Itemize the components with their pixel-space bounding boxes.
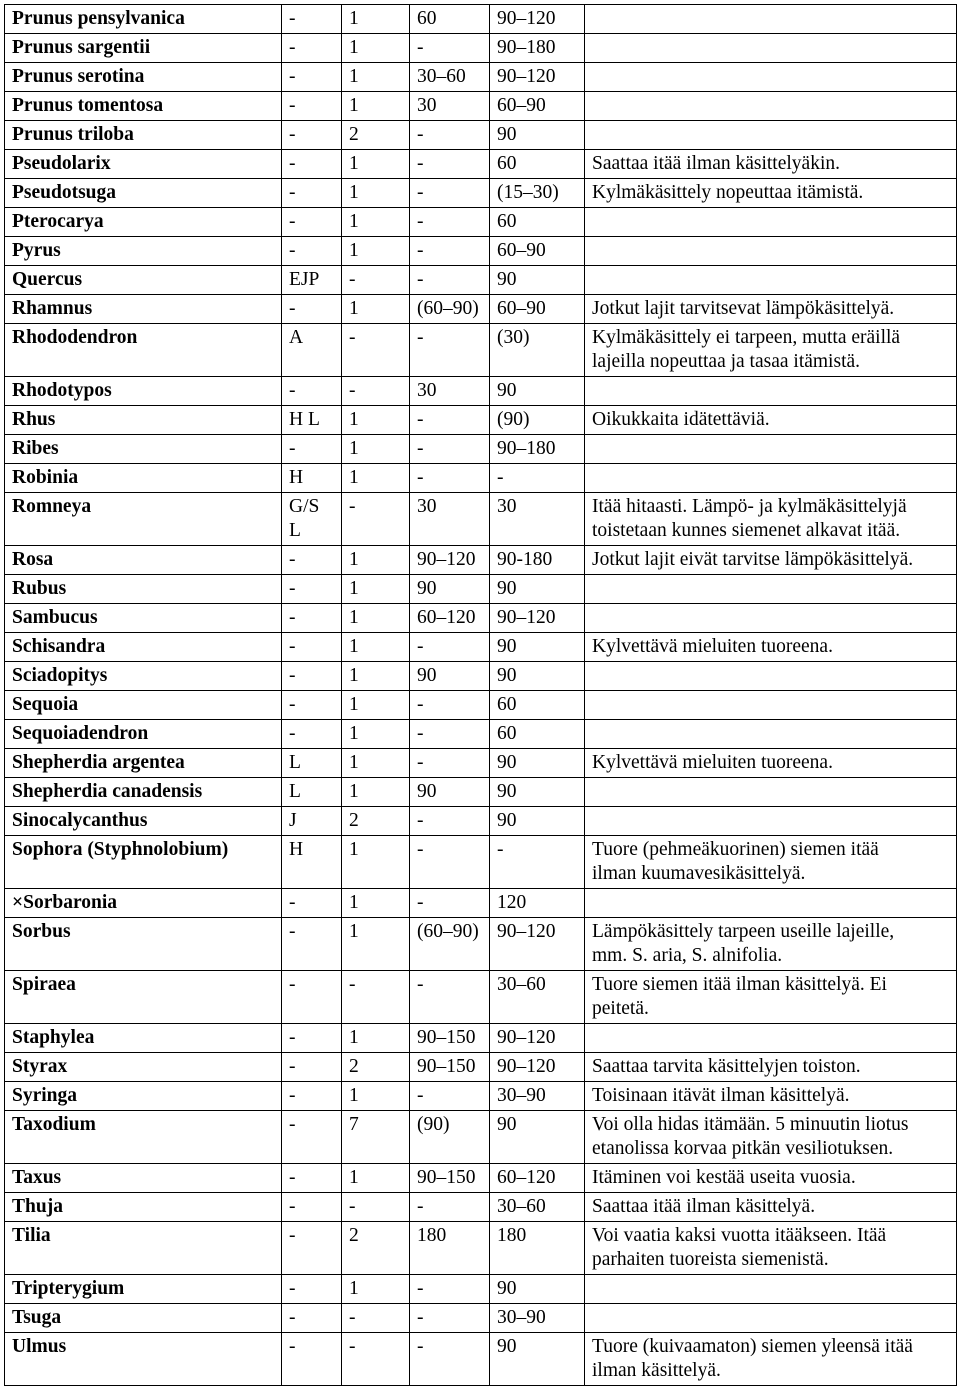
cold-period-cell: 90–120 xyxy=(490,1053,585,1082)
species-name-cell: ×Sorbaronia xyxy=(5,889,282,918)
notes-cell xyxy=(585,266,957,295)
species-name-cell: Ribes xyxy=(5,435,282,464)
species-name-cell: Pterocarya xyxy=(5,208,282,237)
table-row xyxy=(5,406,957,435)
treatment-code-cell: - xyxy=(282,1082,342,1111)
table-row xyxy=(5,1164,957,1193)
cold-period-cell: 60–120 xyxy=(490,1164,585,1193)
treatment-code-cell: - xyxy=(282,121,342,150)
warm-period-cell: - xyxy=(410,324,490,377)
table-row xyxy=(5,464,957,493)
warm-period-cell: - xyxy=(410,237,490,266)
warm-period-cell: - xyxy=(410,435,490,464)
species-name-cell: Sophora (Styphnolobium) xyxy=(5,836,282,889)
method-cell: 1 xyxy=(342,150,410,179)
treatment-code-cell: - xyxy=(282,971,342,1024)
cold-period-cell: - xyxy=(490,464,585,493)
warm-period-cell: - xyxy=(410,150,490,179)
species-name-cell: Spiraea xyxy=(5,971,282,1024)
treatment-code-cell: - xyxy=(282,1111,342,1164)
warm-period-cell: 90–120 xyxy=(410,546,490,575)
treatment-code-cell: - xyxy=(282,208,342,237)
cold-period-cell: (90) xyxy=(490,406,585,435)
table-row xyxy=(5,575,957,604)
method-cell: 1 xyxy=(342,546,410,575)
notes-cell xyxy=(585,778,957,807)
treatment-code-cell: - xyxy=(282,237,342,266)
method-cell: 1 xyxy=(342,691,410,720)
method-cell: - xyxy=(342,1333,410,1386)
warm-period-cell: 30–60 xyxy=(410,63,490,92)
notes-cell xyxy=(585,1024,957,1053)
method-cell: 2 xyxy=(342,807,410,836)
species-name-cell: Prunus triloba xyxy=(5,121,282,150)
notes-cell: Toisinaan itävät ilman käsittelyä. xyxy=(585,1082,957,1111)
method-cell: 1 xyxy=(342,63,410,92)
notes-cell xyxy=(585,662,957,691)
warm-period-cell: 90–150 xyxy=(410,1053,490,1082)
method-cell: 1 xyxy=(342,749,410,778)
table-row xyxy=(5,1222,957,1275)
species-name-cell: Staphylea xyxy=(5,1024,282,1053)
cold-period-cell: 90 xyxy=(490,1333,585,1386)
cold-period-cell: 60 xyxy=(490,691,585,720)
cold-period-cell: 60–90 xyxy=(490,92,585,121)
table-row xyxy=(5,92,957,121)
method-cell: 1 xyxy=(342,575,410,604)
treatment-code-cell: - xyxy=(282,150,342,179)
warm-period-cell: - xyxy=(410,1193,490,1222)
method-cell: 1 xyxy=(342,1164,410,1193)
table-row xyxy=(5,150,957,179)
notes-cell xyxy=(585,121,957,150)
table-body xyxy=(5,5,957,1386)
table-row xyxy=(5,237,957,266)
cold-period-cell: 90–180 xyxy=(490,435,585,464)
species-name-cell: Pseudotsuga xyxy=(5,179,282,208)
cold-period-cell: 90–120 xyxy=(490,5,585,34)
treatment-code-cell: - xyxy=(282,1164,342,1193)
notes-cell xyxy=(585,464,957,493)
table-row xyxy=(5,1304,957,1333)
table-row xyxy=(5,691,957,720)
treatment-code-cell: - xyxy=(282,691,342,720)
warm-period-cell: 90 xyxy=(410,778,490,807)
table-row xyxy=(5,493,957,546)
cold-period-cell: 90–120 xyxy=(490,63,585,92)
warm-period-cell: - xyxy=(410,807,490,836)
warm-period-cell: 90–150 xyxy=(410,1164,490,1193)
warm-period-cell: - xyxy=(410,1275,490,1304)
table-row xyxy=(5,633,957,662)
cold-period-cell: 180 xyxy=(490,1222,585,1275)
table-row xyxy=(5,1193,957,1222)
notes-cell: Kylvettävä mieluiten tuoreena. xyxy=(585,749,957,778)
method-cell: 1 xyxy=(342,1275,410,1304)
notes-cell xyxy=(585,63,957,92)
cold-period-cell: 90 xyxy=(490,121,585,150)
notes-cell xyxy=(585,604,957,633)
notes-cell xyxy=(585,720,957,749)
cold-period-cell: 90 xyxy=(490,633,585,662)
table-row xyxy=(5,266,957,295)
cold-period-cell: 90 xyxy=(490,662,585,691)
warm-period-cell: - xyxy=(410,836,490,889)
method-cell: 1 xyxy=(342,295,410,324)
table-row xyxy=(5,5,957,34)
treatment-code-cell: - xyxy=(282,918,342,971)
notes-cell: Voi vaatia kaksi vuotta itääkseen. Itää parhaiten tuoreista siemenistä. xyxy=(585,1222,957,1275)
treatment-code-cell: - xyxy=(282,295,342,324)
method-cell: - xyxy=(342,324,410,377)
treatment-code-cell: - xyxy=(282,377,342,406)
species-name-cell: Quercus xyxy=(5,266,282,295)
warm-period-cell: - xyxy=(410,208,490,237)
cold-period-cell: 90–120 xyxy=(490,604,585,633)
species-name-cell: Prunus serotina xyxy=(5,63,282,92)
table-row xyxy=(5,208,957,237)
cold-period-cell: 90–180 xyxy=(490,34,585,63)
warm-period-cell: - xyxy=(410,889,490,918)
treatment-code-cell: H xyxy=(282,464,342,493)
table-row xyxy=(5,179,957,208)
notes-cell: Tuore (pehmeäkuorinen) siemen itää ilman kuumavesikäsittelyä. xyxy=(585,836,957,889)
notes-cell xyxy=(585,691,957,720)
warm-period-cell: (60–90) xyxy=(410,295,490,324)
warm-period-cell: 60–120 xyxy=(410,604,490,633)
method-cell: 1 xyxy=(342,1024,410,1053)
cold-period-cell: 120 xyxy=(490,889,585,918)
table-row xyxy=(5,662,957,691)
table-row xyxy=(5,1333,957,1386)
species-name-cell: Sequoiadendron xyxy=(5,720,282,749)
cold-period-cell: 90 xyxy=(490,1111,585,1164)
warm-period-cell: 180 xyxy=(410,1222,490,1275)
method-cell: 1 xyxy=(342,406,410,435)
notes-cell xyxy=(585,34,957,63)
treatment-code-cell: L xyxy=(282,778,342,807)
treatment-code-cell: - xyxy=(282,92,342,121)
species-name-cell: Rhamnus xyxy=(5,295,282,324)
method-cell: 1 xyxy=(342,778,410,807)
method-cell: 1 xyxy=(342,720,410,749)
species-name-cell: Prunus pensylvanica xyxy=(5,5,282,34)
seed-treatment-table xyxy=(4,4,957,1386)
table-row xyxy=(5,749,957,778)
cold-period-cell: 90 xyxy=(490,778,585,807)
species-name-cell: Syringa xyxy=(5,1082,282,1111)
species-name-cell: Ulmus xyxy=(5,1333,282,1386)
method-cell: 1 xyxy=(342,918,410,971)
treatment-code-cell: H L xyxy=(282,406,342,435)
species-name-cell: Rubus xyxy=(5,575,282,604)
warm-period-cell: - xyxy=(410,121,490,150)
method-cell: 1 xyxy=(342,836,410,889)
cold-period-cell: 90 xyxy=(490,377,585,406)
warm-period-cell: - xyxy=(410,720,490,749)
notes-cell: Lämpökäsittely tarpeen useille lajeille, mm. S. aria, S. alnifolia. xyxy=(585,918,957,971)
cold-period-cell: - xyxy=(490,836,585,889)
treatment-code-cell: - xyxy=(282,1222,342,1275)
notes-cell: Saattaa itää ilman käsittelyä. xyxy=(585,1193,957,1222)
notes-cell xyxy=(585,435,957,464)
warm-period-cell: (90) xyxy=(410,1111,490,1164)
warm-period-cell: 90 xyxy=(410,662,490,691)
notes-cell: Itää hitaasti. Lämpö- ja kylmäkäsittelyjä toistetaan kunnes siemenet alkavat itää. xyxy=(585,493,957,546)
warm-period-cell: 90 xyxy=(410,575,490,604)
treatment-code-cell: - xyxy=(282,1304,342,1333)
method-cell: 2 xyxy=(342,121,410,150)
method-cell: - xyxy=(342,971,410,1024)
species-name-cell: Schisandra xyxy=(5,633,282,662)
table-row xyxy=(5,778,957,807)
cold-period-cell: 90–120 xyxy=(490,918,585,971)
notes-cell: Itäminen voi kestää useita vuosia. xyxy=(585,1164,957,1193)
cold-period-cell: 30–90 xyxy=(490,1082,585,1111)
treatment-code-cell: - xyxy=(282,633,342,662)
cold-period-cell: 60 xyxy=(490,208,585,237)
warm-period-cell: - xyxy=(410,179,490,208)
method-cell: 1 xyxy=(342,662,410,691)
cold-period-cell: 60 xyxy=(490,150,585,179)
treatment-code-cell: H xyxy=(282,836,342,889)
table-row xyxy=(5,1053,957,1082)
cold-period-cell: (15–30) xyxy=(490,179,585,208)
notes-cell: Jotkut lajit eivät tarvitse lämpökäsittelyä. xyxy=(585,546,957,575)
warm-period-cell: - xyxy=(410,633,490,662)
species-name-cell: Shepherdia argentea xyxy=(5,749,282,778)
species-name-cell: Rosa xyxy=(5,546,282,575)
treatment-code-cell: - xyxy=(282,179,342,208)
treatment-code-cell: A xyxy=(282,324,342,377)
notes-cell: Voi olla hidas itämään. 5 minuutin liotus etanolissa korvaa pitkän vesiliotuksen. xyxy=(585,1111,957,1164)
warm-period-cell: - xyxy=(410,1304,490,1333)
treatment-code-cell: - xyxy=(282,546,342,575)
species-name-cell: Tripterygium xyxy=(5,1275,282,1304)
notes-cell xyxy=(585,377,957,406)
method-cell: - xyxy=(342,1304,410,1333)
species-name-cell: Prunus sargentii xyxy=(5,34,282,63)
table-row xyxy=(5,1275,957,1304)
cold-period-cell: 30–90 xyxy=(490,1304,585,1333)
warm-period-cell: - xyxy=(410,464,490,493)
method-cell: 2 xyxy=(342,1053,410,1082)
species-name-cell: Robinia xyxy=(5,464,282,493)
treatment-code-cell: - xyxy=(282,604,342,633)
species-name-cell: Tsuga xyxy=(5,1304,282,1333)
treatment-code-cell: G/S L xyxy=(282,493,342,546)
table-row xyxy=(5,1024,957,1053)
method-cell: 1 xyxy=(342,604,410,633)
warm-period-cell: 60 xyxy=(410,5,490,34)
treatment-code-cell: - xyxy=(282,1333,342,1386)
treatment-code-cell: - xyxy=(282,5,342,34)
cold-period-cell: 30–60 xyxy=(490,1193,585,1222)
method-cell: - xyxy=(342,377,410,406)
treatment-code-cell: - xyxy=(282,889,342,918)
species-name-cell: Tilia xyxy=(5,1222,282,1275)
table-row xyxy=(5,295,957,324)
species-name-cell: Sorbus xyxy=(5,918,282,971)
notes-cell: Kylvettävä mieluiten tuoreena. xyxy=(585,633,957,662)
species-name-cell: Sambucus xyxy=(5,604,282,633)
notes-cell xyxy=(585,575,957,604)
table-row xyxy=(5,34,957,63)
table-row xyxy=(5,836,957,889)
cold-period-cell: 60–90 xyxy=(490,237,585,266)
treatment-code-cell: - xyxy=(282,1193,342,1222)
method-cell: 1 xyxy=(342,633,410,662)
notes-cell: Oikukkaita idätettäviä. xyxy=(585,406,957,435)
species-name-cell: Pseudolarix xyxy=(5,150,282,179)
treatment-code-cell: - xyxy=(282,1053,342,1082)
method-cell: 2 xyxy=(342,1222,410,1275)
notes-cell: Tuore siemen itää ilman käsittelyä. Ei peitetä. xyxy=(585,971,957,1024)
notes-cell: Kylmäkäsittely ei tarpeen, mutta eräillä lajeilla nopeuttaa ja tasaa itämistä. xyxy=(585,324,957,377)
notes-cell xyxy=(585,237,957,266)
notes-cell xyxy=(585,208,957,237)
method-cell: 1 xyxy=(342,1082,410,1111)
method-cell: 1 xyxy=(342,435,410,464)
table-row xyxy=(5,377,957,406)
treatment-code-cell: EJP xyxy=(282,266,342,295)
species-name-cell: Taxus xyxy=(5,1164,282,1193)
species-name-cell: Romneya xyxy=(5,493,282,546)
species-name-cell: Shepherdia canadensis xyxy=(5,778,282,807)
warm-period-cell: - xyxy=(410,1082,490,1111)
table-row xyxy=(5,807,957,836)
method-cell: 1 xyxy=(342,179,410,208)
warm-period-cell: - xyxy=(410,406,490,435)
notes-cell xyxy=(585,889,957,918)
method-cell: 1 xyxy=(342,464,410,493)
table-row xyxy=(5,121,957,150)
notes-cell: Saattaa tarvita käsittelyjen toiston. xyxy=(585,1053,957,1082)
treatment-code-cell: - xyxy=(282,662,342,691)
warm-period-cell: - xyxy=(410,691,490,720)
treatment-code-cell: - xyxy=(282,720,342,749)
warm-period-cell: - xyxy=(410,749,490,778)
method-cell: 1 xyxy=(342,208,410,237)
notes-cell xyxy=(585,1304,957,1333)
cold-period-cell: (30) xyxy=(490,324,585,377)
table-row xyxy=(5,971,957,1024)
species-name-cell: Pyrus xyxy=(5,237,282,266)
treatment-code-cell: - xyxy=(282,1275,342,1304)
cold-period-cell: 90–120 xyxy=(490,1024,585,1053)
method-cell: 1 xyxy=(342,92,410,121)
method-cell: - xyxy=(342,1193,410,1222)
cold-period-cell: 90 xyxy=(490,749,585,778)
treatment-code-cell: - xyxy=(282,34,342,63)
table-row xyxy=(5,720,957,749)
warm-period-cell: 30 xyxy=(410,377,490,406)
method-cell: 1 xyxy=(342,5,410,34)
method-cell: 1 xyxy=(342,889,410,918)
treatment-code-cell: - xyxy=(282,1024,342,1053)
cold-period-cell: 30 xyxy=(490,493,585,546)
table-row xyxy=(5,604,957,633)
table-row xyxy=(5,435,957,464)
notes-cell xyxy=(585,92,957,121)
table-row xyxy=(5,546,957,575)
table-row xyxy=(5,1082,957,1111)
species-name-cell: Sequoia xyxy=(5,691,282,720)
method-cell: 1 xyxy=(342,237,410,266)
species-name-cell: Prunus tomentosa xyxy=(5,92,282,121)
cold-period-cell: 90 xyxy=(490,266,585,295)
table-row xyxy=(5,1111,957,1164)
notes-cell xyxy=(585,807,957,836)
notes-cell: Kylmäkäsittely nopeuttaa itämistä. xyxy=(585,179,957,208)
cold-period-cell: 90 xyxy=(490,1275,585,1304)
notes-cell xyxy=(585,5,957,34)
notes-cell xyxy=(585,1275,957,1304)
warm-period-cell: 30 xyxy=(410,493,490,546)
cold-period-cell: 60 xyxy=(490,720,585,749)
species-name-cell: Sciadopitys xyxy=(5,662,282,691)
cold-period-cell: 90 xyxy=(490,575,585,604)
species-name-cell: Rhus xyxy=(5,406,282,435)
species-name-cell: Thuja xyxy=(5,1193,282,1222)
cold-period-cell: 30–60 xyxy=(490,971,585,1024)
warm-period-cell: 30 xyxy=(410,92,490,121)
method-cell: 7 xyxy=(342,1111,410,1164)
treatment-code-cell: J xyxy=(282,807,342,836)
treatment-code-cell: L xyxy=(282,749,342,778)
species-name-cell: Styrax xyxy=(5,1053,282,1082)
notes-cell: Jotkut lajit tarvitsevat lämpökäsittelyä. xyxy=(585,295,957,324)
species-name-cell: Rhodotypos xyxy=(5,377,282,406)
treatment-code-cell: - xyxy=(282,575,342,604)
method-cell: - xyxy=(342,266,410,295)
cold-period-cell: 90-180 xyxy=(490,546,585,575)
notes-cell: Tuore (kuivaamaton) siemen yleensä itää ilman käsittelyä. xyxy=(585,1333,957,1386)
table-row xyxy=(5,918,957,971)
species-name-cell: Rhododendron xyxy=(5,324,282,377)
warm-period-cell: (60–90) xyxy=(410,918,490,971)
cold-period-cell: 90 xyxy=(490,807,585,836)
notes-cell: Saattaa itää ilman käsittelyäkin. xyxy=(585,150,957,179)
table-row xyxy=(5,63,957,92)
table-row xyxy=(5,889,957,918)
treatment-code-cell: - xyxy=(282,63,342,92)
method-cell: - xyxy=(342,493,410,546)
species-name-cell: Taxodium xyxy=(5,1111,282,1164)
warm-period-cell: - xyxy=(410,1333,490,1386)
treatment-code-cell: - xyxy=(282,435,342,464)
species-name-cell: Sinocalycanthus xyxy=(5,807,282,836)
warm-period-cell: 90–150 xyxy=(410,1024,490,1053)
warm-period-cell: - xyxy=(410,34,490,63)
cold-period-cell: 60–90 xyxy=(490,295,585,324)
table-row xyxy=(5,324,957,377)
warm-period-cell: - xyxy=(410,266,490,295)
warm-period-cell: - xyxy=(410,971,490,1024)
method-cell: 1 xyxy=(342,34,410,63)
